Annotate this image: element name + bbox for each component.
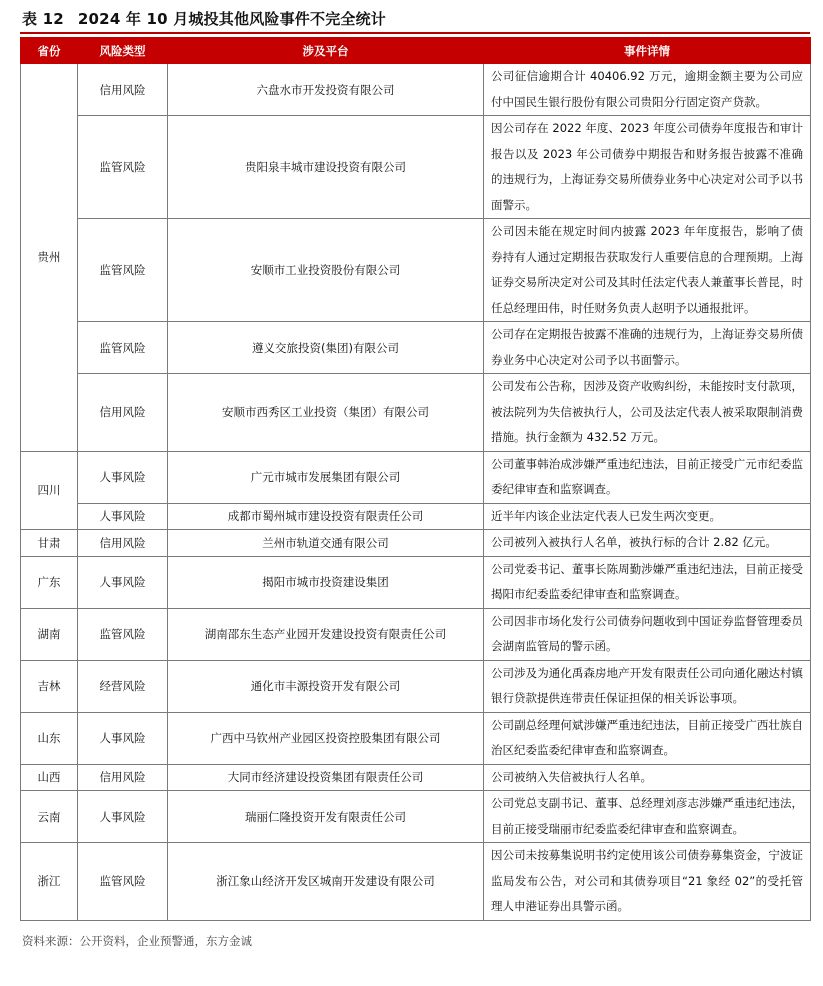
province-cell: 山东 [21, 712, 78, 764]
detail-cell: 公司被纳入失信被执行人名单。 [484, 764, 811, 791]
province-cell: 浙江 [21, 843, 78, 921]
header-detail: 事件详情 [484, 38, 811, 64]
table-row [21, 64, 811, 116]
table-row [21, 660, 811, 712]
platform-cell: 安顺市西秀区工业投资（集团）有限公司 [168, 374, 484, 452]
table-title [22, 8, 386, 29]
risk-type-cell: 信用风险 [78, 764, 168, 791]
detail-cell: 公司征信逾期合计 40406.92 万元，逾期金额主要为公司应付中国民生银行股份有限公司贵阳分行固定资产贷款。 [484, 64, 811, 116]
detail-cell: 公司党总支副书记、董事、总经理刘彦志涉嫌严重违纪违法，目前正接受瑞丽市纪委监委纪律审查和监察调查。 [484, 791, 811, 843]
platform-cell: 六盘水市开发投资有限公司 [168, 64, 484, 116]
platform-cell: 湖南邵东生态产业园开发建设投资有限责任公司 [168, 608, 484, 660]
risk-type-cell: 信用风险 [78, 530, 168, 557]
detail-cell: 公司因未能在规定时间内披露 2023 年年度报告，影响了债券持有人通过定期报告获取发行人重要信息的合理预期。上海证券交易所决定对公司及其时任法定代表人兼董事长普昆，时任总经理田伟，时任财务负责人赵明予以通报批评。 [484, 219, 811, 322]
table-row [21, 556, 811, 608]
risk-type-cell: 经营风险 [78, 660, 168, 712]
platform-cell: 贵阳泉丰城市建设投资有限公司 [168, 116, 484, 219]
detail-cell: 公司被列入被执行人名单，被执行标的合计 2.82 亿元。 [484, 530, 811, 557]
risk-type-cell: 监管风险 [78, 322, 168, 374]
platform-cell: 兰州市轨道交通有限公司 [168, 530, 484, 557]
detail-cell: 因公司存在 2022 年度、2023 年度公司债券年度报告和审计报告以及 2023 年公司债券中期报告和财务报告披露不准确的违规行为，上海证券交易所债券业务中心决定对公司予以书面警示。 [484, 116, 811, 219]
province-cell: 甘肃 [21, 530, 78, 557]
table-row [21, 374, 811, 452]
platform-cell: 揭阳市城市投资建设集团 [168, 556, 484, 608]
risk-type-cell: 人事风险 [78, 712, 168, 764]
platform-cell: 浙江象山经济开发区城南开发建设有限公司 [168, 843, 484, 921]
platform-cell: 瑞丽仁隆投资开发有限责任公司 [168, 791, 484, 843]
detail-cell: 近半年内该企业法定代表人已发生两次变更。 [484, 503, 811, 530]
platform-cell: 遵义交旅投资(集团)有限公司 [168, 322, 484, 374]
platform-cell: 安顺市工业投资股份有限公司 [168, 219, 484, 322]
risk-type-cell: 人事风险 [78, 503, 168, 530]
platform-cell: 广元市城市发展集团有限公司 [168, 451, 484, 503]
detail-cell: 因公司未按募集说明书约定使用该公司债券募集资金，宁波证监局发布公告，对公司和其债券项目“21 象经 02”的受托管理人申港证券出具警示函。 [484, 843, 811, 921]
table-row [21, 764, 811, 791]
title-rule [20, 32, 810, 34]
table-row [21, 116, 811, 219]
province-cell: 广东 [21, 556, 78, 608]
risk-events-table [20, 37, 811, 921]
detail-cell: 公司因非市场化发行公司债券问题收到中国证券监督管理委员会湖南监管局的警示函。 [484, 608, 811, 660]
province-cell: 云南 [21, 791, 78, 843]
table-row [21, 451, 811, 503]
province-cell: 吉林 [21, 660, 78, 712]
detail-cell: 公司董事韩治成涉嫌严重违纪违法，目前正接受广元市纪委监委纪律审查和监察调查。 [484, 451, 811, 503]
province-cell: 山西 [21, 764, 78, 791]
risk-type-cell: 人事风险 [78, 556, 168, 608]
detail-cell: 公司党委书记、董事长陈周勤涉嫌严重违纪违法，目前正接受揭阳市纪委监委纪律审查和监察调查。 [484, 556, 811, 608]
table-row [21, 219, 811, 322]
risk-type-cell: 监管风险 [78, 843, 168, 921]
risk-type-cell: 监管风险 [78, 116, 168, 219]
platform-cell: 成都市蜀州城市建设投资有限责任公司 [168, 503, 484, 530]
province-cell: 四川 [21, 451, 78, 530]
header-risk-type: 风险类型 [78, 38, 168, 64]
source-note: 资料来源：公开资料，企业预警通，东方金诚 [22, 934, 252, 948]
header-platform: 涉及平台 [168, 38, 484, 64]
risk-type-cell: 人事风险 [78, 791, 168, 843]
province-cell: 湖南 [21, 608, 78, 660]
province-cell: 贵州 [21, 64, 78, 452]
detail-cell: 公司副总经理何斌涉嫌严重违纪违法，目前正接受广西壮族自治区纪委监委纪律审查和监察调查。 [484, 712, 811, 764]
header-province: 省份 [21, 38, 78, 64]
table-row [21, 608, 811, 660]
risk-type-cell: 人事风险 [78, 451, 168, 503]
table-number: 表 12 [22, 10, 64, 28]
header-row [21, 38, 811, 64]
table-row [21, 322, 811, 374]
table-row [21, 843, 811, 921]
detail-cell: 公司存在定期报告披露不准确的违规行为，上海证券交易所债券业务中心决定对公司予以书面警示。 [484, 322, 811, 374]
platform-cell: 大同市经济建设投资集团有限责任公司 [168, 764, 484, 791]
platform-cell: 通化市丰源投资开发有限公司 [168, 660, 484, 712]
table-caption: 2024 年 10 月城投其他风险事件不完全统计 [77, 10, 386, 28]
risk-type-cell: 信用风险 [78, 64, 168, 116]
table-row [21, 503, 811, 530]
risk-type-cell: 监管风险 [78, 219, 168, 322]
table-row [21, 712, 811, 764]
table-row [21, 530, 811, 557]
detail-cell: 公司涉及为通化禹森房地产开发有限责任公司向通化融达村镇银行贷款提供连带责任保证担保的相关诉讼事项。 [484, 660, 811, 712]
table-row [21, 791, 811, 843]
risk-type-cell: 信用风险 [78, 374, 168, 452]
risk-type-cell: 监管风险 [78, 608, 168, 660]
detail-cell: 公司发布公告称，因涉及资产收购纠纷，未能按时支付款项，被法院列为失信被执行人，公司及法定代表人被采取限制消费措施。执行金额为 432.52 万元。 [484, 374, 811, 452]
platform-cell: 广西中马钦州产业园区投资控股集团有限公司 [168, 712, 484, 764]
